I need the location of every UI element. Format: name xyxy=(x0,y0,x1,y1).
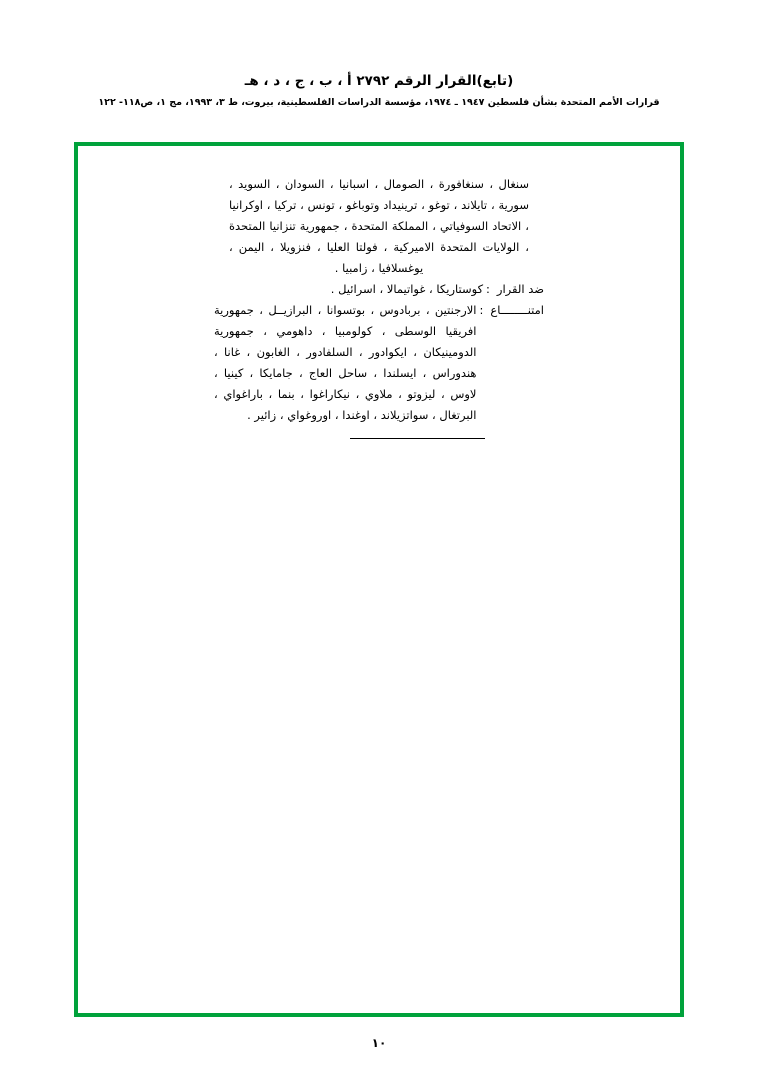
vote-abstained-label: امتنــــــــاع xyxy=(490,303,544,317)
vote-against-label: ضد القرار xyxy=(496,282,544,296)
vote-row-against xyxy=(214,279,544,300)
vote-abstained-colon: : xyxy=(479,303,484,317)
countries-paragraph: سنغال ، سنغافورة ، الصومال ، اسبانيا ، السودان ، السويد ، سورية ، تايلاند ، توغو ، ترينيداد وتوباغو ، تونس ، تركيا ، اوكرانيا ، الاتحاد السوفياتي ، المملكة المتحدة ، جمهورية تنزانيا المتحدة ، الولايات المتحدة الاميركية ، فولتا العليا ، فنزويلا ، اليمن ، يوغسلافيا ، زامبيا . xyxy=(229,177,529,275)
document-title: (تابع)القرار الرقم ٢٧٩٢ أ ، ب ، ج ، د ، هـ xyxy=(244,73,514,89)
vote-against-countries: كوستاريكا ، غواتيمالا ، اسرائيل . xyxy=(330,282,484,296)
vote-against-colon: : xyxy=(486,282,490,296)
page-number: ١٠ xyxy=(371,1036,387,1050)
page-footer xyxy=(0,1036,758,1050)
document-body xyxy=(78,174,680,439)
green-content-frame xyxy=(74,142,684,1017)
page-header xyxy=(0,72,758,109)
vote-row-abstained xyxy=(214,300,544,426)
section-divider-rule xyxy=(350,438,485,439)
vote-abstained-countries: الارجنتين ، بربادوس ، بوتسوانا ، البرازيــل ، جمهورية افريقيا الوسطى ، كولومبيا ، داهومي ، جمهورية الدومينيكان ، ايكوادور ، السلفادور ، الغابون ، غانا ، هندوراس ، ايسلندا ، ساحل العاج ، جامايكا ، كينيا ، لاوس ، ليزوتو ، ملاوي ، نيكاراغوا ، بنما ، باراغواي ، البرتغال ، سواتزيلاند ، اوغندا ، اوروغواي ، زائير . xyxy=(214,303,477,422)
vote-results-list xyxy=(214,279,544,426)
document-source-citation: قرارات الأمم المتحدة بشأن فلسطين ١٩٤٧ ـ ١٩٧٤، مؤسسة الدراسات الفلسطينية، بيروت، ط ٣، ١٩٩٣، مج ١، ص١١٨- ١٢٢ xyxy=(98,96,660,108)
